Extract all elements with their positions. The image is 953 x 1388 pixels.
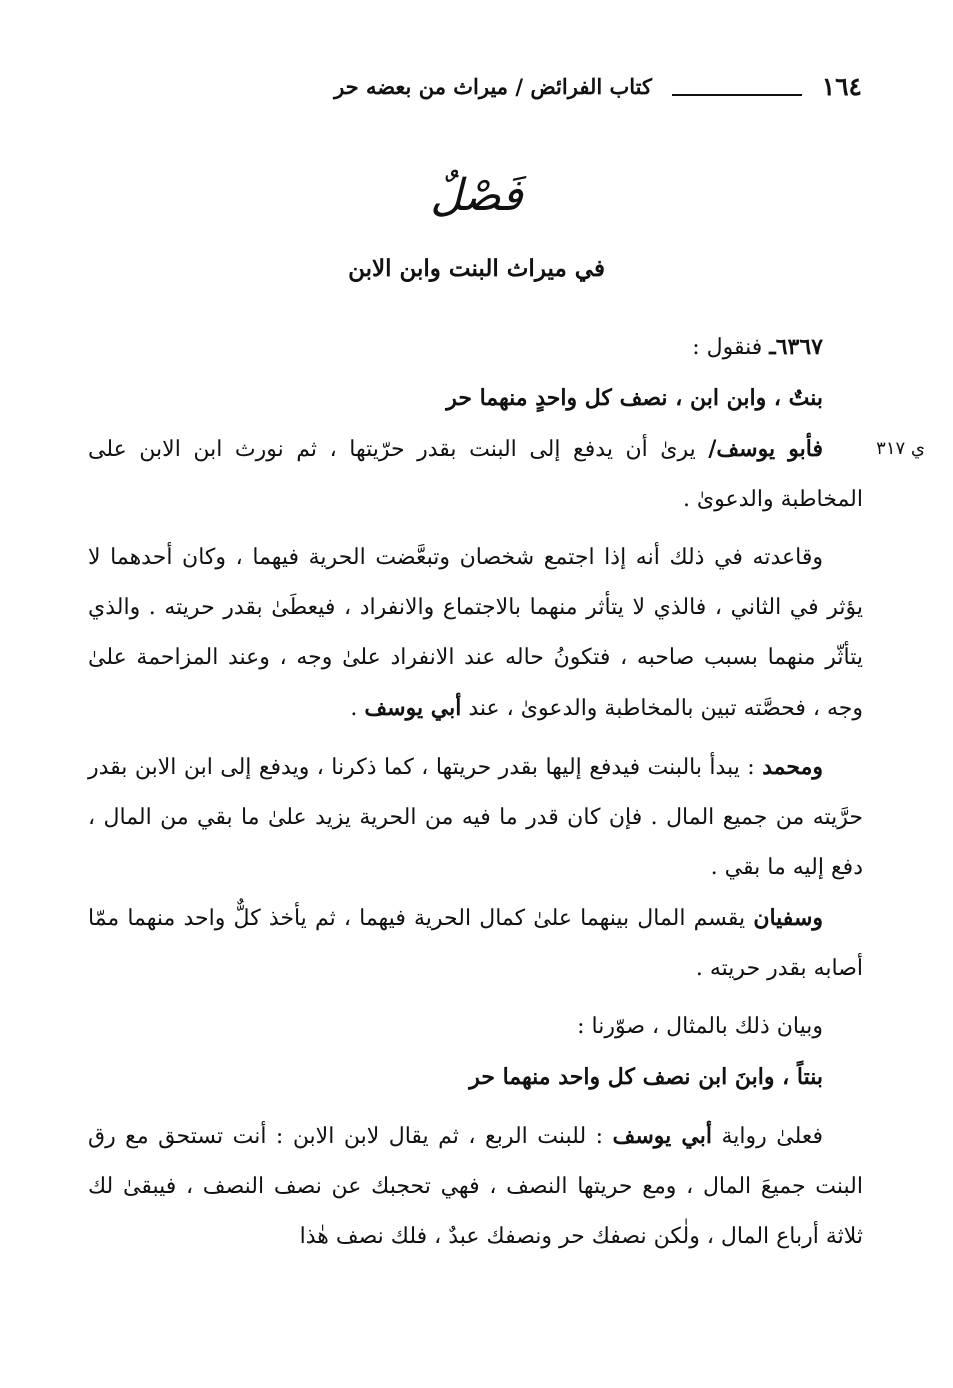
paragraph-6 [88, 893, 863, 994]
issue-number: ٦٣٦٧ـ [769, 334, 823, 360]
body-text [88, 322, 863, 1262]
scholar-name: أبي يوسف [364, 695, 462, 721]
scholar-name: أبي يوسف [612, 1123, 712, 1149]
paragraph-text: يرىٰ أن يدفع إلى البنت بقدر حرّيتها ، ثم نورث ابن الابن على المخاطبة والدعوىٰ . [88, 437, 863, 512]
running-title: كتاب الفرائض / ميراث من بعضه حر [334, 74, 652, 99]
paragraph-tail: : للبنت الربع ، ثم يقال لابن الابن : أنت تستحق مع رق البنت جميعَ المال ، ومع حريتها النصف ، فهي تحجبك عن نصف النصف ، فيبقىٰ لك ثلاثة أرباع المال ، ولٰكن نصفك حر ونصفك عبدٌ ، فلك نصف هٰذا [88, 1124, 863, 1249]
scholar-name: فأبو يوسف/ [708, 436, 823, 462]
paragraph-text: : يبدأ بالبنت فيدفع إليها بقدر حريتها ، كما ذكرنا ، ويدفع إلى ابن الابن بقدر حرَّيته من جميع المال . فإن كان قدر ما فيه من الحرية يزيد علىٰ ما بقي من المال ، دفع إليه ما بقي . [88, 755, 863, 880]
section-subtitle: في ميراث البنت وابن الابن [348, 255, 605, 282]
paragraph-1 [88, 322, 863, 373]
paragraph-tail: . [350, 696, 365, 721]
paragraph-2 [88, 373, 863, 424]
page-number: ١٦٤ [821, 72, 862, 101]
case-statement: بنتٌ ، وابن ابن ، نصف كل واحدٍ منهما حر [446, 385, 823, 411]
paragraph-text: وقاعدته في ذلك أنه إذا اجتمع شخصان وتبعَّضت الحرية فيهما ، وكان أحدهما لا يؤثر في الثاني ، فالذي لا يتأثر منهما بالاجتماع والانفراد ، فيعطَىٰ بقدر حريته . والذي يتأثّر منهما بسبب صاحبه ، فتكونُ حاله عند الانفراد علىٰ وجه ، وعند المزاحمة علىٰ وجه ، فحصَّته تبين بالمخاطبة والدعوىٰ ، عند [88, 545, 863, 721]
header-rule [672, 94, 802, 96]
running-header [82, 72, 862, 112]
paragraph-8 [88, 1052, 863, 1103]
paragraph-text: فعلىٰ رواية [721, 1124, 823, 1149]
paragraph-5 [88, 742, 863, 893]
paragraph-text: يقسم المال بينهما علىٰ كمال الحرية فيهما ، ثم يأخذ كلٌّ واحد منهما ممّا أصابه بقدر حريته . [88, 906, 863, 981]
paragraph-3 [88, 424, 863, 525]
paragraph-9 [88, 1111, 863, 1262]
section-ornament: فَصْلٌ [430, 170, 523, 221]
scholar-name: وسفيان [753, 905, 823, 931]
paragraph-4 [88, 533, 863, 734]
margin-reference: ي ٣١٧ [876, 438, 925, 459]
paragraph-7 [88, 1002, 863, 1052]
paragraph-text: وبيان ذلك بالمثال ، صوّرنا : [577, 1014, 823, 1039]
scholar-name: ومحمد [762, 754, 823, 780]
case-statement: بنتاً ، وابنَ ابن نصف كل واحد منهما حر [469, 1064, 823, 1090]
paragraph-text: فنقول : [692, 335, 770, 360]
